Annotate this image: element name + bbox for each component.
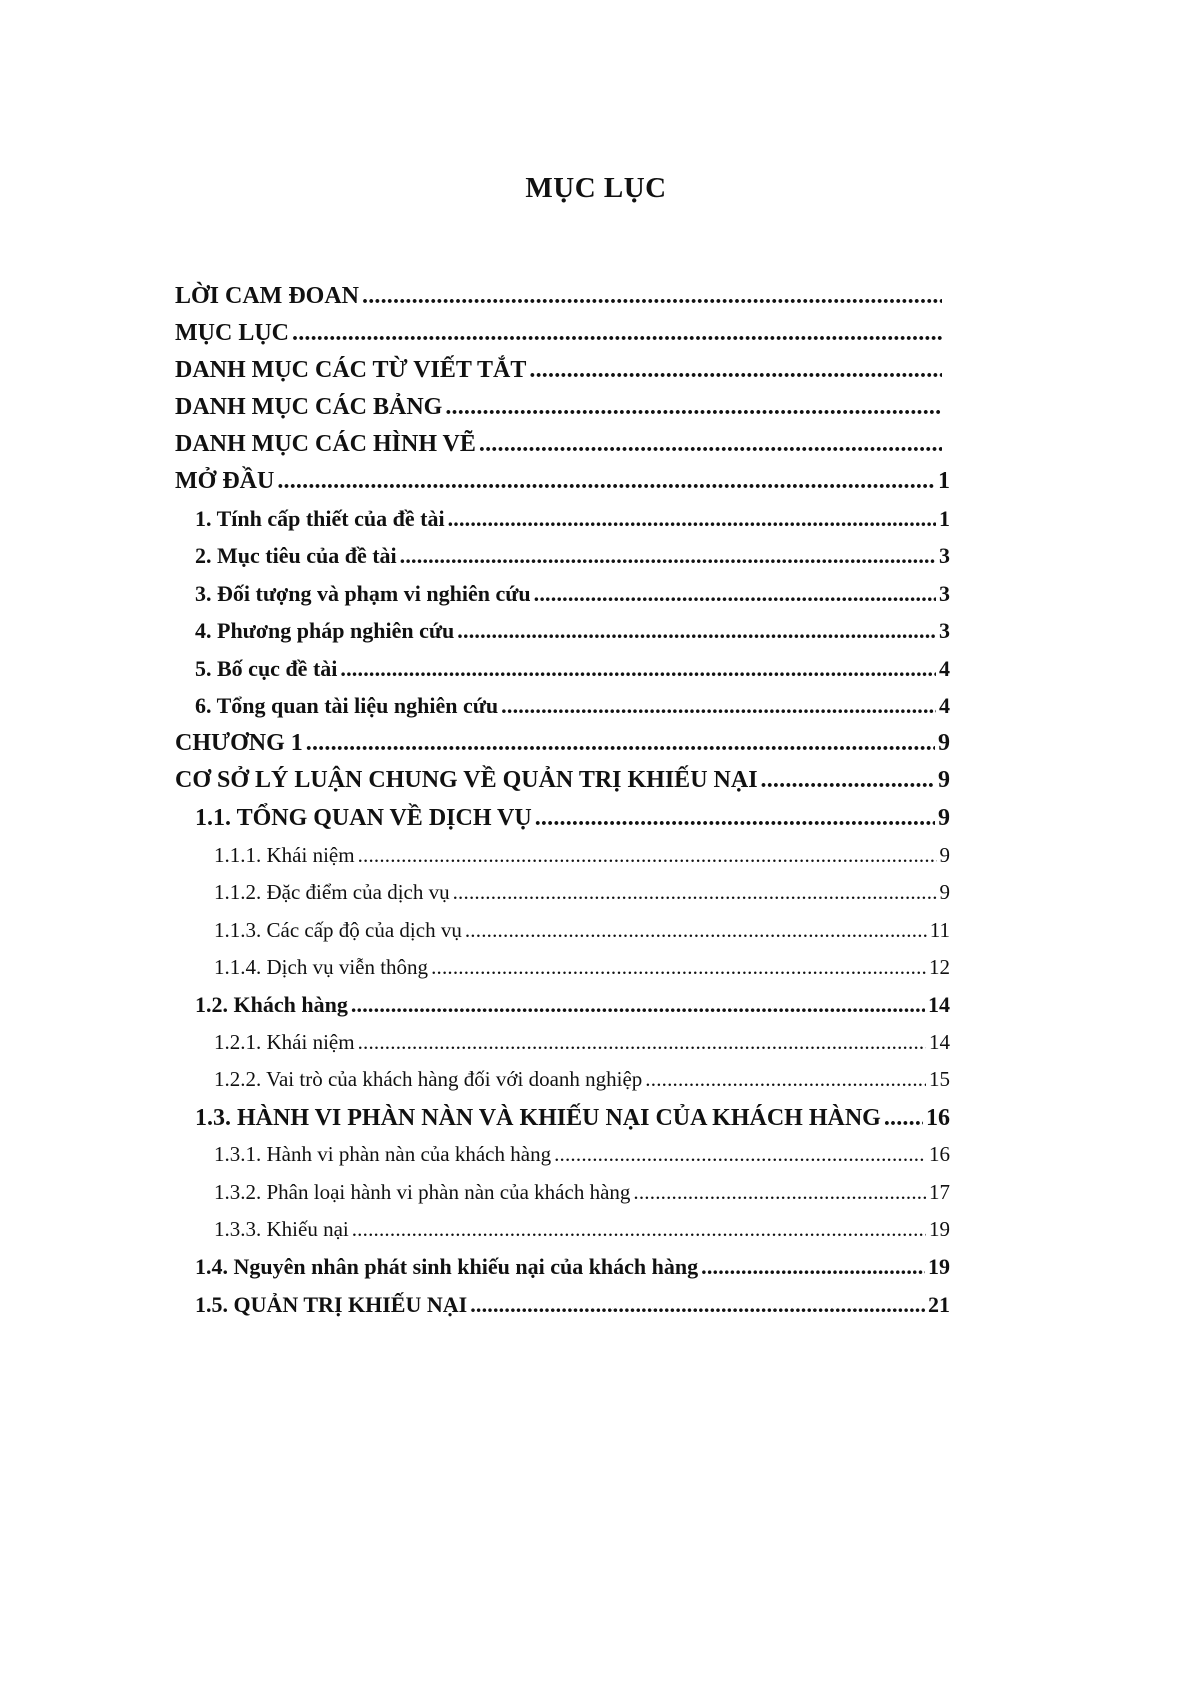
toc-entry-1-1[interactable] [195, 805, 950, 841]
toc-entry-1-2-2[interactable] [214, 1067, 950, 1103]
toc-entry-label: 5. Bố cục đề tài [195, 656, 338, 681]
toc-entry-label: 1.2.2. Vai trò của khách hàng đối với doanh nghiệp [214, 1067, 643, 1091]
toc-entry-label: MỤC LỤC [175, 320, 289, 346]
toc-entry-page: 3 [939, 618, 950, 643]
toc-entry-label: 1.5. QUẢN TRỊ KHIẾU NẠI [195, 1292, 468, 1317]
toc-entry-page: 4 [939, 693, 950, 718]
toc-entry-1-3-2[interactable] [214, 1180, 950, 1216]
toc-entry-page: 1 [939, 506, 950, 531]
toc-entry-label: 1.3. HÀNH VI PHÀN NÀN VÀ KHIẾU NẠI CỦA KHÁCH HÀNG [195, 1105, 881, 1131]
toc-entry-label: 1.1.3. Các cấp độ của dịch vụ [214, 918, 462, 942]
toc-entry-label: 1.4. Nguyên nhân phát sinh khiếu nại của khách hàng [195, 1254, 699, 1279]
toc-entry-page: 17 [929, 1180, 950, 1204]
toc-entry-page: 3 [939, 581, 950, 606]
toc-entry-label: DANH MỤC CÁC HÌNH VẼ [175, 431, 476, 457]
toc-entry-danh-muc-tu-viet-tat[interactable] [175, 357, 945, 393]
toc-entry-label: 6. Tổng quan tài liệu nghiên cứu [195, 693, 499, 718]
toc-entry-page: 3 [939, 543, 950, 568]
toc-entry-danh-muc-bang[interactable] [175, 394, 945, 430]
toc-entry-3[interactable] [195, 581, 950, 617]
toc-entry-1-1-2[interactable] [214, 880, 950, 916]
toc-entry-page: 19 [929, 1217, 950, 1241]
toc-entry-1-2-1[interactable] [214, 1030, 950, 1066]
toc-entry-label: 1.1.2. Đặc điểm của dịch vụ [214, 880, 450, 904]
toc-entry-1-1-4[interactable] [214, 955, 950, 991]
toc-entry-page: 12 [929, 955, 950, 979]
toc-entry-1-3-1[interactable] [214, 1142, 950, 1178]
toc-entry-4[interactable] [195, 618, 950, 654]
toc-entry-page: 16 [926, 1105, 950, 1131]
toc-entry-1-4[interactable] [195, 1254, 950, 1290]
toc-entry-label: 1.2.1. Khái niệm [214, 1030, 355, 1054]
toc-entry-label: DANH MỤC CÁC TỪ VIẾT TẮT [175, 357, 527, 383]
toc-entry-label: 1.3.3. Khiếu nại [214, 1217, 349, 1241]
toc-entry-co-so-ly-luan[interactable] [175, 767, 950, 803]
toc-entry-page: 15 [929, 1067, 950, 1091]
toc-entry-page: 9 [938, 805, 950, 831]
toc-entry-label: 1.1.4. Dịch vụ viễn thông [214, 955, 429, 979]
toc-entry-label: 1.1.1. Khái niệm [214, 843, 355, 867]
toc-entry-page: 14 [929, 1030, 950, 1054]
toc-entry-6[interactable] [195, 693, 950, 729]
toc-entry-label: 1. Tính cấp thiết của đề tài [195, 506, 445, 531]
toc-entry-page: 9 [938, 730, 950, 756]
toc-entry-label: LỜI CAM ĐOAN [175, 283, 359, 309]
toc-entry-1-3[interactable] [195, 1105, 950, 1141]
toc-entry-label: 1.3.1. Hành vi phàn nàn của khách hàng [214, 1142, 552, 1166]
toc-entry-label: MỞ ĐẦU [175, 468, 275, 494]
toc-entry-page: 1 [938, 468, 950, 494]
toc-entry-1[interactable] [195, 506, 950, 542]
toc-entry-label: 4. Phương pháp nghiên cứu [195, 618, 455, 643]
toc-entry-page: 9 [938, 767, 950, 793]
toc-entry-page: 16 [929, 1142, 950, 1166]
toc-entry-danh-muc-hinh-ve[interactable] [175, 431, 945, 467]
toc-entry-1-3-3[interactable] [214, 1217, 950, 1253]
toc-entry-label: 3. Đối tượng và phạm vi nghiên cứu [195, 581, 531, 606]
toc-entry-page: 21 [928, 1292, 950, 1317]
toc-entry-muc-luc[interactable] [175, 320, 945, 356]
page-title: MỤC LỤC [525, 172, 667, 204]
toc-entry-label: 1.3.2. Phân loại hành vi phàn nàn của khách hàng [214, 1180, 631, 1204]
toc-entry-5[interactable] [195, 656, 950, 692]
toc-entry-label: DANH MỤC CÁC BẢNG [175, 394, 443, 420]
toc-entry-label: CHƯƠNG 1 [175, 730, 303, 756]
toc-entry-label: 2. Mục tiêu của đề tài [195, 543, 397, 568]
toc-entry-page: 11 [929, 918, 950, 942]
toc-entry-mo-dau[interactable] [175, 468, 950, 504]
toc-entry-page: 14 [928, 992, 950, 1017]
toc-entry-label: CƠ SỞ LÝ LUẬN CHUNG VỀ QUẢN TRỊ KHIẾU NẠI [175, 767, 758, 793]
toc-entry-1-5[interactable] [195, 1292, 950, 1328]
toc-entry-1-1-3[interactable] [214, 918, 950, 954]
toc-entry-page: 9 [939, 880, 950, 904]
toc-entry-loi-cam-doan[interactable] [175, 283, 945, 319]
toc-entry-page: 4 [939, 656, 950, 681]
toc-entry-label: 1.2. Khách hàng [195, 992, 348, 1017]
toc-entry-1-1-1[interactable] [214, 843, 950, 879]
toc-entry-page: 19 [928, 1254, 950, 1279]
toc-entry-chuong-1[interactable] [175, 730, 950, 766]
toc-entry-1-2[interactable] [195, 992, 950, 1028]
toc-entry-2[interactable] [195, 543, 950, 579]
toc-entry-label: 1.1. TỔNG QUAN VỀ DỊCH VỤ [195, 805, 532, 831]
toc-entry-page: 9 [939, 843, 950, 867]
